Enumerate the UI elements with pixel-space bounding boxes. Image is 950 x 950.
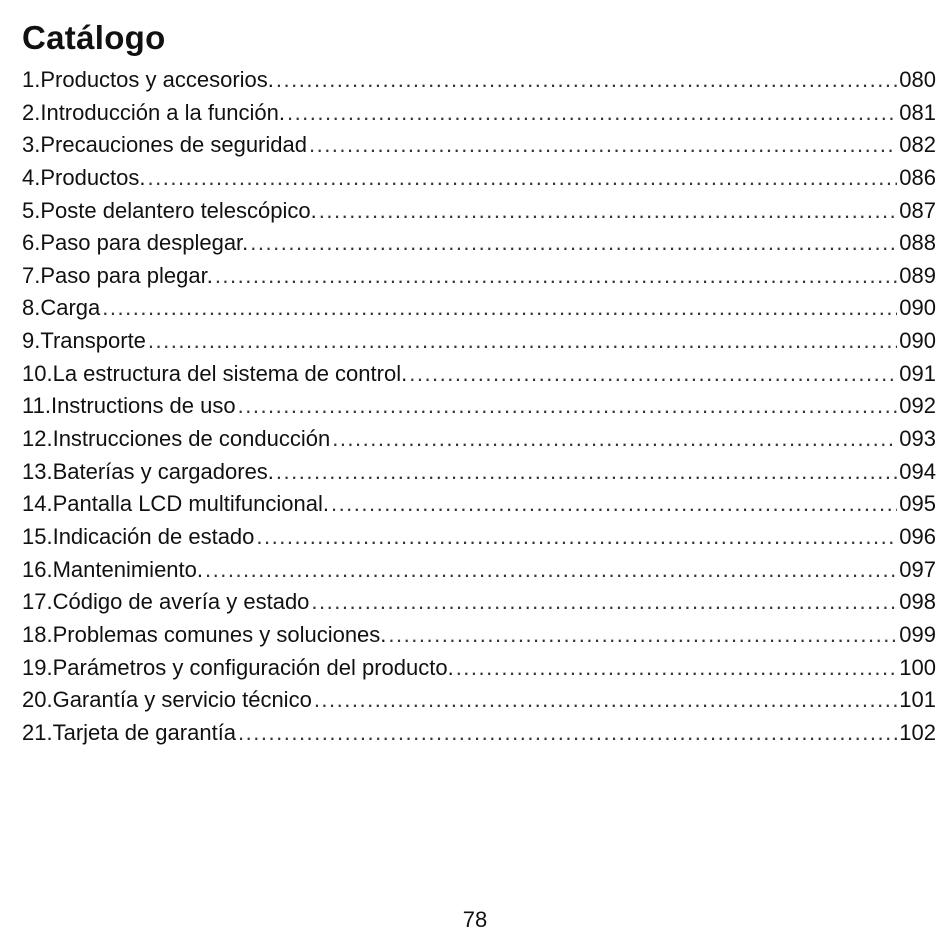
dot-leader (250, 227, 897, 260)
dot-leader (309, 129, 897, 162)
dot-leader (319, 195, 898, 228)
dot-leader (311, 586, 897, 619)
toc-entry-page: 080 (899, 67, 936, 92)
toc-entry-label: 15.Indicación de estado (22, 523, 255, 549)
toc-entry-label: 20.Garantía y servicio técnico (22, 687, 312, 713)
toc-entry-1 (22, 64, 936, 97)
toc-entry-page: 102 (899, 719, 936, 745)
toc-entry-label: 2.Introducción a la función. (22, 99, 285, 125)
toc-entry-page: 091 (899, 360, 936, 386)
toc-entry-label: 9.Transporte (22, 328, 146, 354)
toc-entry-17 (22, 586, 936, 619)
toc-entry-page: 090 (899, 328, 936, 354)
toc-entry-label: 11.Instructions de uso (22, 393, 236, 419)
dot-leader (287, 97, 897, 130)
toc-entry-page: 097 (899, 556, 936, 582)
dot-leader (238, 717, 897, 750)
toc-entry-11 (22, 390, 936, 423)
dot-leader (331, 488, 897, 521)
dot-leader (276, 456, 897, 489)
toc-entry-14 (22, 488, 936, 521)
toc-entry-label: 12.Instrucciones de conducción (22, 426, 331, 452)
toc-entry-9 (22, 325, 936, 358)
dot-leader (388, 619, 897, 652)
dot-leader (148, 162, 898, 195)
toc-entry-label: 19.Parámetros y configuración del producto. (22, 654, 454, 680)
page-number: 78 (462, 907, 488, 932)
toc-entry-page: 101 (899, 687, 936, 713)
toc-entry-2 (22, 97, 936, 130)
toc-entry-label: 4.Productos. (22, 164, 146, 190)
toc-entry-page: 100 (899, 654, 936, 680)
dot-leader (102, 292, 897, 325)
toc-entry-label: 16.Mantenimiento. (22, 556, 203, 582)
toc-entry-8 (22, 292, 936, 325)
toc-entry-18 (22, 619, 936, 652)
toc-entry-7 (22, 260, 936, 293)
toc-entry-10 (22, 358, 936, 391)
toc-entry-label: 3.Precauciones de seguridad (22, 132, 307, 158)
dot-leader (314, 684, 897, 717)
toc-entry-page: 092 (899, 393, 936, 419)
dot-leader (205, 554, 897, 587)
toc-entry-13 (22, 456, 936, 489)
toc-entry-label: 8.Carga (22, 295, 101, 321)
dot-leader (148, 325, 897, 358)
toc-entry-label: 5.Poste delantero telescópico. (22, 197, 317, 223)
dot-leader (409, 358, 897, 391)
toc-entry-4 (22, 162, 936, 195)
toc-entry-page: 082 (899, 132, 936, 158)
toc-entry-page: 090 (899, 295, 936, 321)
toc-entry-21 (22, 717, 936, 750)
toc-entry-6 (22, 227, 936, 260)
toc-entry-page: 093 (899, 426, 936, 452)
table-of-contents (22, 64, 936, 749)
toc-entry-page: 087 (899, 197, 936, 223)
toc-entry-page: 095 (899, 491, 936, 517)
dot-leader (215, 260, 897, 293)
toc-entry-19 (22, 652, 936, 685)
toc-entry-15 (22, 521, 936, 554)
toc-entry-label: 7.Paso para plegar. (22, 262, 213, 288)
toc-entry-page: 089 (899, 262, 936, 288)
toc-entry-3 (22, 129, 936, 162)
toc-entry-page: 094 (899, 458, 936, 484)
toc-entry-page: 086 (899, 164, 936, 190)
toc-entry-label: 18.Problemas comunes y soluciones. (22, 621, 387, 647)
toc-entry-12 (22, 423, 936, 456)
toc-entry-20 (22, 684, 936, 717)
dot-leader (332, 423, 897, 456)
page-title: Catálogo (22, 19, 166, 56)
dot-leader (276, 64, 897, 97)
toc-entry-label: 6.Paso para desplegar. (22, 230, 249, 256)
toc-entry-label: 21.Tarjeta de garantía (22, 719, 237, 745)
dot-leader (456, 652, 898, 685)
toc-entry-label: 17.Código de avería y estado (22, 589, 310, 615)
toc-entry-16 (22, 554, 936, 587)
toc-entry-5 (22, 195, 936, 228)
toc-entry-label: 13.Baterías y cargadores. (22, 458, 274, 484)
toc-entry-page: 099 (899, 621, 936, 647)
toc-entry-label: 14.Pantalla LCD multifuncional. (22, 491, 329, 517)
toc-entry-page: 088 (899, 230, 936, 256)
dot-leader (238, 390, 898, 423)
toc-entry-page: 081 (899, 99, 936, 125)
toc-entry-page: 096 (899, 523, 936, 549)
dot-leader (256, 521, 897, 554)
toc-entry-label: 10.La estructura del sistema de control. (22, 360, 408, 386)
toc-entry-label: 1.Productos y accesorios. (22, 67, 274, 92)
toc-entry-page: 098 (899, 589, 936, 615)
